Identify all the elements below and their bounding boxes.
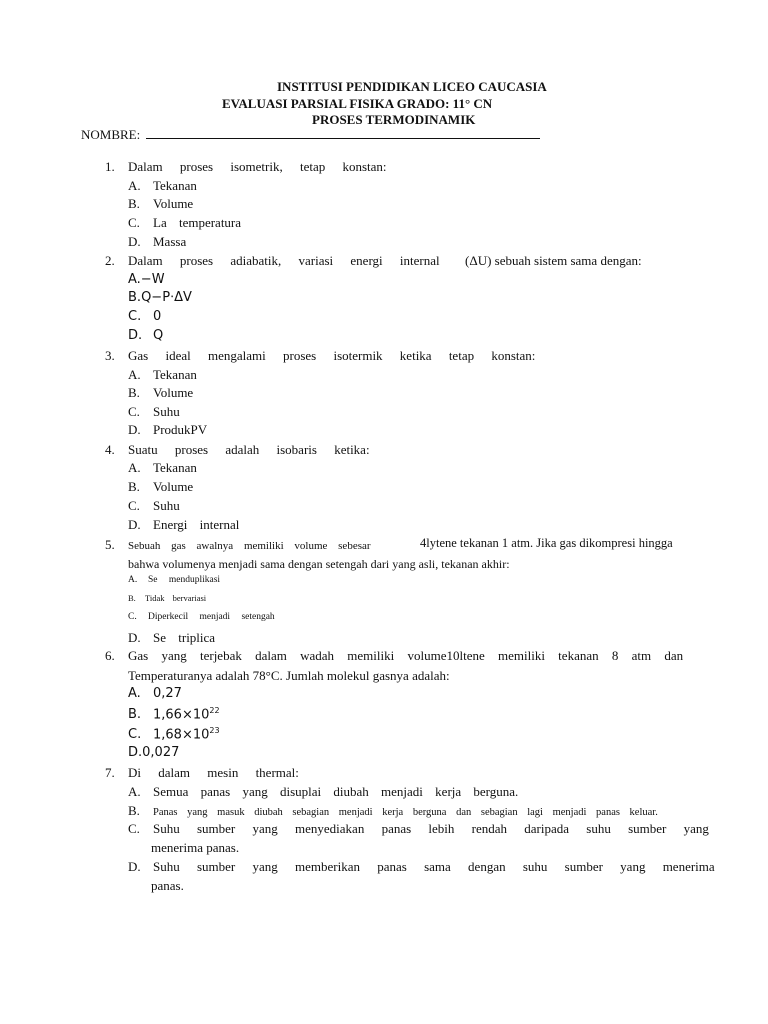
option-text: Volume bbox=[153, 196, 194, 211]
option-text: Temperaturanya adalah 78°C. Jumlah molekul gasnya adalah: bbox=[128, 668, 450, 683]
question-5-line2 bbox=[128, 557, 510, 572]
option-3a bbox=[128, 367, 197, 383]
option-text: 4lytene tekanan 1 atm. Jika gas dikompresi hingga bbox=[420, 536, 673, 550]
question-5-tail bbox=[420, 536, 673, 551]
option-1b bbox=[128, 196, 193, 212]
option-letter: C. bbox=[128, 215, 140, 230]
question-number: 4. bbox=[105, 442, 115, 457]
option-letter: A. bbox=[128, 178, 141, 193]
option-2b bbox=[128, 290, 192, 305]
option-text: Suhu bbox=[153, 498, 180, 513]
option-letter: C. bbox=[128, 404, 140, 419]
option-text: ProdukPV bbox=[153, 422, 208, 437]
question-text: Gas ideal mengalami proses isotermik ketika tetap konstan: bbox=[128, 348, 536, 363]
question-2 bbox=[105, 253, 440, 269]
question-text: Dalam proses isometrik, tetap konstan: bbox=[128, 159, 387, 174]
name-blank-line bbox=[146, 128, 540, 139]
option-text: panas. bbox=[151, 878, 184, 893]
option-6c bbox=[128, 726, 220, 742]
option-text: 0,027 bbox=[142, 745, 180, 760]
option-6a bbox=[128, 686, 182, 701]
option-text: Tekanan bbox=[153, 460, 197, 475]
option-text: 1,66×10 bbox=[153, 707, 210, 723]
option-7c-cont bbox=[151, 840, 239, 856]
option-text: 0 bbox=[153, 309, 162, 324]
option-4b bbox=[128, 479, 193, 495]
option-letter: A. bbox=[128, 367, 141, 382]
option-2d bbox=[128, 328, 163, 343]
option-text: Energi internal bbox=[153, 517, 240, 532]
option-text: Tekanan bbox=[153, 178, 197, 193]
option-4d bbox=[128, 517, 239, 533]
option-letter: C. bbox=[128, 309, 142, 324]
option-3c bbox=[128, 404, 180, 420]
option-6b bbox=[128, 706, 220, 722]
option-text: Tekanan bbox=[153, 367, 197, 382]
option-text: La temperatura bbox=[153, 215, 242, 230]
name-label: NOMBRE: bbox=[81, 127, 141, 142]
question-7 bbox=[105, 765, 299, 781]
option-letter: D. bbox=[128, 234, 141, 249]
option-text: bahwa volumenya menjadi sama dengan setengah dari yang asli, tekanan akhir: bbox=[128, 557, 510, 571]
question-4 bbox=[105, 442, 370, 458]
question-6 bbox=[105, 648, 683, 664]
question-1 bbox=[105, 159, 387, 175]
exponent: 23 bbox=[209, 726, 220, 735]
option-letter: B. bbox=[128, 385, 140, 400]
option-text: Panas yang masuk diubah sebagian menjadi kerja berguna dan sebagian lagi menjadi panas keluar. bbox=[153, 807, 658, 818]
institution-title: INSTITUSI PENDIDIKAN LICEO CAUCASIA bbox=[277, 79, 547, 94]
option-7d-cont bbox=[151, 878, 184, 894]
option-letter: B. bbox=[128, 479, 140, 494]
question-text: Sebuah gas awalnya memiliki volume sebesar bbox=[128, 540, 371, 552]
question-5 bbox=[105, 537, 371, 553]
option-text: Volume bbox=[153, 479, 194, 494]
exponent: 22 bbox=[209, 706, 220, 715]
option-5a bbox=[128, 575, 220, 585]
option-text: Volume bbox=[153, 385, 194, 400]
question-number: 7. bbox=[105, 765, 115, 780]
option-letter: B. bbox=[128, 196, 140, 211]
option-text: −W bbox=[140, 272, 165, 287]
option-5d bbox=[128, 630, 215, 646]
question-number: 2. bbox=[105, 253, 115, 268]
option-text: B. bbox=[128, 290, 142, 305]
question-text: Dalam proses adiabatik, variasi energi internal bbox=[128, 253, 440, 268]
option-2c bbox=[128, 309, 161, 324]
option-letter: C. bbox=[128, 612, 137, 622]
option-text: Suhu sumber yang menyediakan panas lebih rendah daripada suhu sumber yang bbox=[153, 821, 709, 836]
option-letter: B. bbox=[128, 803, 140, 818]
option-text: menerima panas. bbox=[151, 840, 240, 855]
option-text: 0,27 bbox=[153, 686, 182, 701]
option-letter: A. bbox=[128, 686, 141, 701]
option-3b bbox=[128, 385, 193, 401]
question-number: 3. bbox=[105, 348, 115, 363]
option-4c bbox=[128, 498, 180, 514]
option-3d bbox=[128, 422, 207, 438]
option-letter: C. bbox=[128, 727, 142, 743]
option-5b bbox=[128, 593, 206, 603]
question-text: Di dalam mesin thermal: bbox=[128, 765, 299, 780]
option-letter: A. bbox=[128, 575, 138, 585]
option-letter: D. bbox=[128, 630, 141, 645]
option-6d bbox=[128, 745, 179, 760]
question-text: Suatu proses adalah isobaris ketika: bbox=[128, 442, 370, 457]
option-letter: D. bbox=[128, 422, 141, 437]
option-text: 1,68×10 bbox=[153, 727, 210, 743]
option-letter: C. bbox=[128, 821, 140, 836]
option-letter: A. bbox=[128, 460, 141, 475]
option-letter: D. bbox=[128, 328, 143, 343]
option-1d bbox=[128, 234, 186, 250]
question-number: 5. bbox=[105, 537, 115, 552]
question-number: 6. bbox=[105, 648, 115, 663]
question-6-line2 bbox=[128, 668, 450, 684]
option-text: Se triplica bbox=[153, 630, 216, 645]
option-letter: A. bbox=[128, 784, 141, 799]
option-text: Suhu bbox=[153, 404, 180, 419]
question-text: Gas yang terjebak dalam wadah memiliki volume10ltene memiliki tekanan 8 atm dan bbox=[128, 648, 684, 663]
option-text: Se menduplikasi bbox=[148, 575, 221, 585]
option-7d bbox=[128, 859, 715, 875]
option-text: D. bbox=[128, 745, 143, 760]
topic-title: PROSES TERMODINAMIK bbox=[312, 112, 476, 127]
option-letter: C. bbox=[128, 498, 140, 513]
question-2-tail bbox=[465, 253, 642, 269]
option-letter: D. bbox=[128, 517, 141, 532]
option-text: Tidak bervariasi bbox=[145, 593, 207, 603]
option-letter: B. bbox=[128, 593, 136, 603]
option-1a bbox=[128, 178, 197, 194]
option-4a bbox=[128, 460, 197, 476]
option-7b bbox=[128, 803, 658, 819]
option-text: Massa bbox=[153, 234, 187, 249]
option-text: A. bbox=[128, 272, 141, 287]
option-7a bbox=[128, 784, 518, 800]
name-field[interactable] bbox=[81, 127, 540, 143]
option-letter: B. bbox=[128, 707, 142, 723]
option-text: Diperkecil menjadi setengah bbox=[148, 612, 275, 622]
question-3 bbox=[105, 348, 535, 364]
option-text: Semua panas yang disuplai diubah menjadi kerja berguna. bbox=[153, 784, 519, 799]
option-text: (ΔU) sebuah sistem sama dengan: bbox=[465, 253, 642, 268]
evaluation-title: EVALUASI PARSIAL FISIKA GRADO: 11° CN bbox=[222, 96, 493, 111]
option-2a bbox=[128, 272, 165, 287]
option-text: Suhu sumber yang memberikan panas sama dengan suhu sumber yang menerima bbox=[153, 859, 715, 874]
option-text: Q−P⋅ΔV bbox=[141, 290, 192, 305]
option-1c bbox=[128, 215, 241, 231]
option-7c bbox=[128, 821, 709, 837]
option-5c bbox=[128, 612, 275, 622]
option-text: Q bbox=[153, 328, 164, 343]
option-letter: D. bbox=[128, 859, 141, 874]
question-number: 1. bbox=[105, 159, 115, 174]
